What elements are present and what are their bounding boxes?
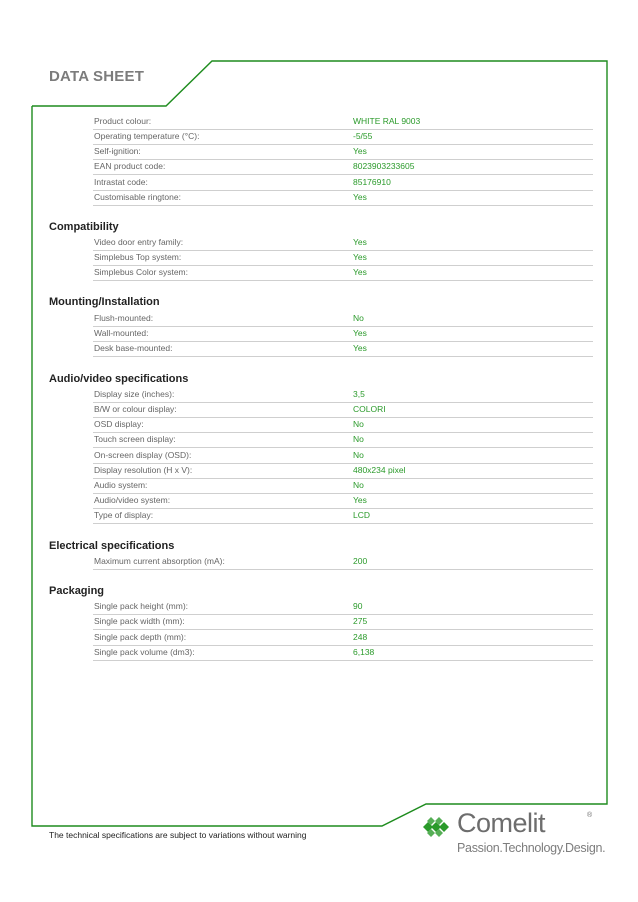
spec-row-pack-width — [93, 615, 593, 630]
spec-value: No — [353, 419, 364, 429]
spec-value: Yes — [353, 495, 367, 505]
spec-label: Self-ignition: — [94, 146, 141, 156]
spec-row-product-colour — [93, 115, 593, 130]
spec-row-on-screen-display — [93, 449, 593, 464]
comelit-logo-icon — [423, 817, 455, 837]
spec-value: Yes — [353, 328, 367, 338]
spec-row-wall-mounted — [93, 327, 593, 342]
spec-label: Audio/video system: — [94, 495, 171, 505]
registered-mark: ® — [587, 812, 593, 819]
spec-value: 90 — [353, 601, 363, 611]
spec-row-ean-code — [93, 160, 593, 175]
spec-row-intrastat-code — [93, 176, 593, 191]
spec-value: Yes — [353, 252, 367, 262]
spec-label: Desk base-mounted: — [94, 343, 173, 353]
section-title-electrical: Electrical specifications — [49, 540, 175, 552]
spec-label: On-screen display (OSD): — [94, 450, 192, 460]
spec-row-audio-video-system — [93, 494, 593, 509]
spec-label: Single pack depth (mm): — [94, 632, 187, 642]
spec-value: Yes — [353, 267, 367, 277]
spec-value: No — [353, 434, 364, 444]
spec-row-bw-colour-display — [93, 403, 593, 418]
spec-row-audio-system — [93, 479, 593, 494]
comelit-logo — [423, 808, 606, 860]
spec-row-pack-height — [93, 600, 593, 615]
spec-value: No — [353, 450, 364, 460]
spec-value: 248 — [353, 632, 368, 642]
spec-row-pack-depth — [93, 631, 593, 646]
spec-label: Customisable ringtone: — [94, 192, 181, 202]
spec-label: Flush-mounted: — [94, 313, 154, 323]
spec-value: WHITE RAL 9003 — [353, 116, 421, 126]
section-title-mounting: Mounting/Installation — [49, 296, 160, 308]
spec-value: 85176910 — [353, 177, 391, 187]
spec-row-osd-display — [93, 418, 593, 433]
spec-row-simplebus-color — [93, 266, 593, 281]
spec-value: Yes — [353, 237, 367, 247]
spec-row-flush-mounted — [93, 312, 593, 327]
brand-name: Comelit — [457, 808, 546, 838]
brand-tagline: Passion.Technology.Design. — [457, 841, 606, 855]
spec-value: 275 — [353, 616, 368, 626]
section-title-audio-video: Audio/video specifications — [49, 373, 189, 385]
spec-row-max-current — [93, 555, 593, 570]
page-title: DATA SHEET — [49, 68, 145, 85]
spec-value: Yes — [353, 343, 367, 353]
spec-value: COLORI — [353, 404, 386, 414]
spec-label: B/W or colour display: — [94, 404, 177, 414]
spec-row-desk-base-mounted — [93, 342, 593, 357]
spec-label: Audio system: — [94, 480, 148, 490]
spec-row-self-ignition — [93, 145, 593, 160]
spec-value: No — [353, 480, 364, 490]
spec-label: Display resolution (H x V): — [94, 465, 193, 475]
spec-label: Touch screen display: — [94, 434, 176, 444]
spec-row-display-size — [93, 388, 593, 403]
section-title-compatibility: Compatibility — [49, 221, 119, 233]
spec-value: No — [353, 313, 364, 323]
spec-label: Single pack volume (dm3): — [94, 647, 195, 657]
spec-label: Simplebus Color system: — [94, 267, 189, 277]
spec-value: Yes — [353, 146, 367, 156]
spec-label: Display size (inches): — [94, 389, 175, 399]
spec-value: 6,138 — [353, 647, 375, 657]
spec-row-pack-volume — [93, 646, 593, 661]
spec-label: Operating temperature (°C): — [94, 131, 200, 141]
spec-value: 480x234 pixel — [353, 465, 406, 475]
spec-label: Single pack height (mm): — [94, 601, 189, 611]
spec-value: 3,5 — [353, 389, 365, 399]
spec-label: Wall-mounted: — [94, 328, 149, 338]
spec-value: Yes — [353, 192, 367, 202]
spec-label: Single pack width (mm): — [94, 616, 185, 626]
disclaimer-note: The technical specifications are subject to variations without warning — [49, 830, 307, 840]
spec-label: Type of display: — [94, 510, 154, 520]
spec-row-customisable-ringtone — [93, 191, 593, 206]
spec-row-touch-screen — [93, 433, 593, 448]
spec-label: OSD display: — [94, 419, 144, 429]
spec-row-video-door-entry-family — [93, 236, 593, 251]
spec-label: Video door entry family: — [94, 237, 184, 247]
spec-row-display-resolution — [93, 464, 593, 479]
spec-value: 8023903233605 — [353, 161, 415, 171]
spec-row-type-of-display — [93, 509, 593, 524]
spec-value: LCD — [353, 510, 371, 520]
spec-value: 200 — [353, 556, 368, 566]
spec-row-simplebus-top — [93, 251, 593, 266]
spec-row-operating-temperature — [93, 130, 593, 145]
spec-label: Simplebus Top system: — [94, 252, 182, 262]
spec-label: Maximum current absorption (mA): — [94, 556, 225, 566]
spec-label: EAN product code: — [94, 161, 166, 171]
spec-label: Intrastat code: — [94, 177, 148, 187]
spec-label: Product colour: — [94, 116, 152, 126]
spec-value: -5/55 — [353, 131, 373, 141]
section-title-packaging: Packaging — [49, 585, 105, 597]
